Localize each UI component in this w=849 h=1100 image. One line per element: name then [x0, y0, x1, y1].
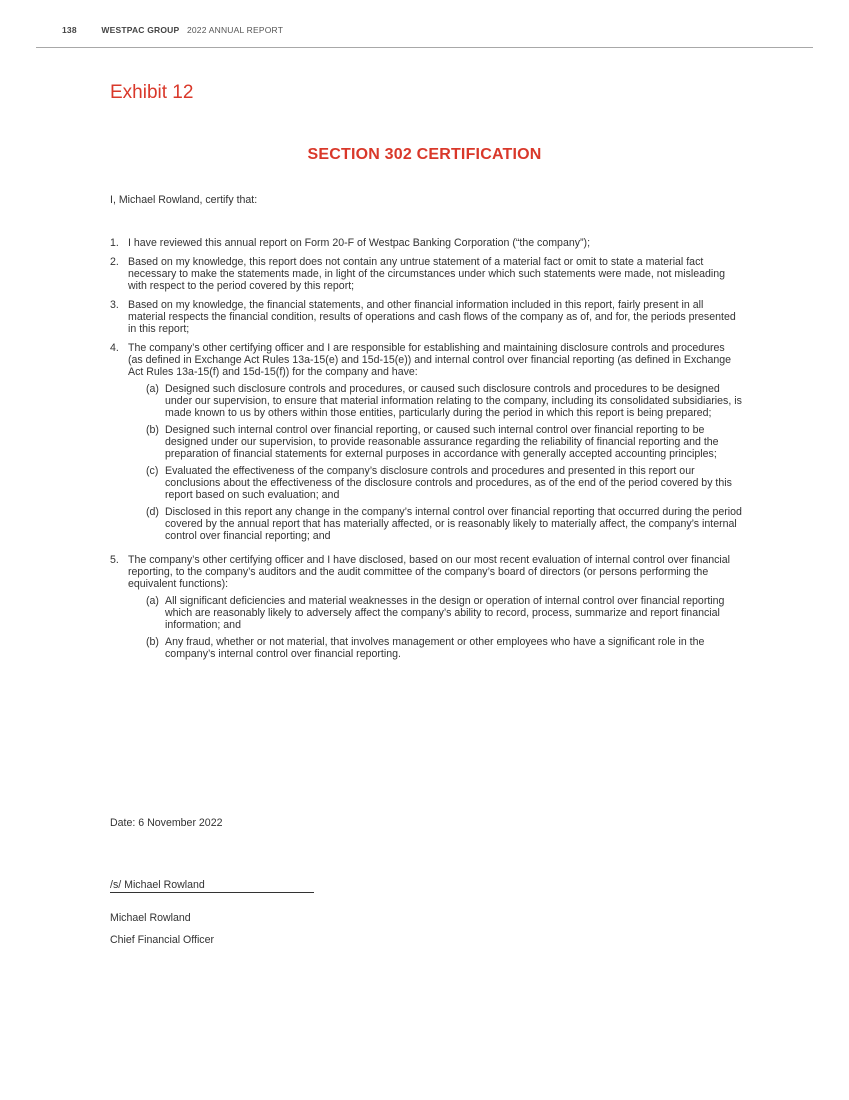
- sub-item-label: (b): [146, 636, 159, 648]
- sub-item: [128, 465, 742, 501]
- item-text: The company’s other certifying officer and I are responsible for establishing and maintaining disclosure controls and procedures (as defined in Exchange Act Rules 13a-15(e) and 15d-15(e)) and internal control over financial reporting (as defined in Exchange Act Rules 13a-15(f) and 15d-15(f)) for the company and have:: [128, 342, 732, 378]
- running-header: [62, 25, 283, 35]
- sub-item-label: (a): [146, 383, 159, 395]
- sub-item: [128, 383, 742, 419]
- list-item: [110, 554, 742, 660]
- sub-item-label: (a): [146, 595, 159, 607]
- sub-item-text: Designed such disclosure controls and procedures, or caused such disclosure controls and procedures to be designed under our supervision, to ensure that material information relating to the company, including its consolidated subsidiaries, is made known to us by others within those entities, particularly during the period in which this report is being prepared;: [165, 383, 742, 419]
- item-number: 2.: [110, 256, 119, 268]
- sub-item: [128, 595, 742, 631]
- sub-item-label: (c): [146, 465, 159, 477]
- signature-line: /s/ Michael Rowland: [110, 879, 314, 893]
- certification-date: Date: 6 November 2022: [110, 817, 223, 829]
- sub-item-label: (d): [146, 506, 159, 518]
- signer-title: Chief Financial Officer: [110, 934, 215, 946]
- sub-item-text: All significant deficiencies and material weaknesses in the design or operation of internal control over financial reporting which are reasonably likely to adversely affect the company’s ability to record, process, summarize and report financial information; and: [165, 595, 725, 631]
- page-number: 138: [62, 25, 77, 35]
- certification-list: [110, 237, 742, 667]
- item-text: Based on my knowledge, the financial statements, and other financial information included in this report, fairly present in all material respects the financial condition, results of operations and cash flows of the company as of, and for, the periods presented in this report;: [128, 299, 736, 335]
- item-number: 4.: [110, 342, 119, 354]
- list-item: [110, 299, 742, 335]
- sub-item: [128, 506, 742, 542]
- report-name: 2022 ANNUAL REPORT: [186, 25, 284, 35]
- list-item: [110, 256, 742, 292]
- sub-item: [128, 636, 742, 660]
- item-number: 5.: [110, 554, 119, 566]
- item-number: 1.: [110, 237, 119, 249]
- header-divider: [36, 47, 813, 48]
- page-title: SECTION 302 CERTIFICATION: [307, 146, 542, 163]
- sub-item-label: (b): [146, 424, 159, 436]
- item-text: The company’s other certifying officer and I have disclosed, based on our most recent evaluation of internal control over financial reporting, to the company’s auditors and the audit committee of the company’s board of directors (or persons performing the equivalent functions):: [128, 554, 731, 590]
- list-item: [110, 237, 742, 249]
- intro-statement: I, Michael Rowland, certify that:: [110, 194, 258, 206]
- item-text: I have reviewed this annual report on Form 20-F of Westpac Banking Corporation (“the company”);: [128, 237, 591, 249]
- company-name: WESTPAC GROUP: [101, 25, 180, 35]
- sub-item: [128, 424, 742, 460]
- sub-item-text: Designed such internal control over financial reporting, or caused such internal control over financial reporting to be designed under our supervision, to provide reasonable assurance regarding the reliability of financial reporting and the preparation of financial statements for external purposes in accordance with generally accepted accounting principles;: [165, 424, 719, 460]
- signer-name: Michael Rowland: [110, 912, 191, 924]
- list-item: [110, 342, 742, 542]
- sub-item-text: Disclosed in this report any change in the company’s internal control over financial reporting that occurred during the period covered by the annual report that has materially affected, or is reasonably likely to materially affect, the company’s internal control over financial reporting; and: [165, 506, 742, 542]
- sub-item-text: Evaluated the effectiveness of the company’s disclosure controls and procedures and presented in this report our conclusions about the effectiveness of the disclosure controls and procedures, as of the end of the period covered by this report based on such evaluation; and: [165, 465, 732, 501]
- item-text: Based on my knowledge, this report does not contain any untrue statement of a material fact or omit to state a material fact necessary to make the statements made, in light of the circumstances under which such statements were made, not misleading with respect to the period covered by this report;: [128, 256, 726, 292]
- exhibit-label: Exhibit 12: [110, 82, 194, 103]
- sub-item-text: Any fraud, whether or not material, that involves management or other employees who have a significant role in the company’s internal control over financial reporting.: [165, 636, 705, 660]
- item-number: 3.: [110, 299, 119, 311]
